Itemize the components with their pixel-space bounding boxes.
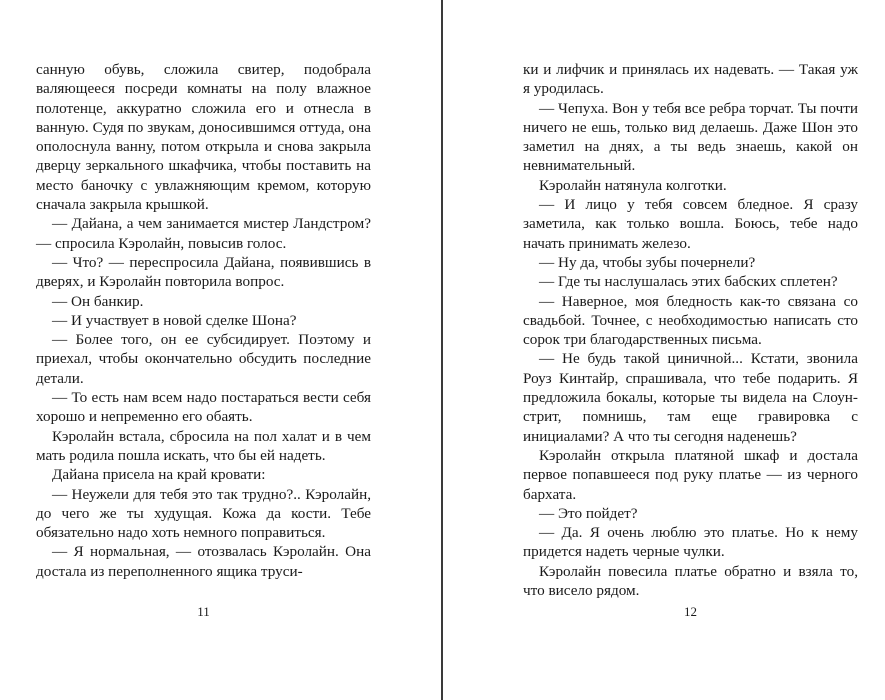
page-number-right: 12 xyxy=(684,604,697,619)
right-page-text xyxy=(523,60,858,600)
paragraph: санную обувь, сложила свитер, подобрала валяющееся посреди комнаты на полу влажное полотенце, аккуратно сложила его и отнесла в ванную. Судя по звукам, доносившимся оттуда, она ополоснула ванну, потом открыла и снова закрыла дверцу зеркального шкафчика, чтобы поставить на место баночку с увлажняющим кремом, которую сначала закрыла крышкой. xyxy=(36,61,371,214)
paragraph: — То есть нам всем надо постараться вести себя хорошо и непременно его обаять. xyxy=(36,389,371,426)
paragraph: — Что? — переспросила Дайана, появившись в дверях, и Кэролайн повторила вопрос. xyxy=(36,253,371,291)
paragraph: — Я нормальная, — отозвалась Кэролайн. Она достала из переполненного ящика труси- xyxy=(36,543,371,580)
paragraph: — Он банкир. xyxy=(52,292,144,310)
paragraph: — Более того, он ее субсидирует. Поэтому и приехал, чтобы окончательно обсудить последние детали. xyxy=(36,331,371,387)
page-divider xyxy=(441,0,443,700)
paragraph: Кэролайн открыла платяной шкаф и достала первое попавшееся под руку платье — из черного бархата. xyxy=(523,446,858,503)
paragraph: — И участвует в новой сделке Шона? xyxy=(52,311,297,329)
paragraph: — И лицо у тебя совсем бледное. Я сразу заметила, как только вошла. Боюсь, тебе надо начать принимать железо. xyxy=(523,196,858,252)
paragraph: — Неужели для тебя это так трудно?.. Кэролайн, до чего же ты худущая. Кожа да кости. Тебе обязательно надо хоть немного поправиться. xyxy=(36,485,371,542)
paragraph: — Дайана, а чем занимается мистер Ландстром? — спросила Кэролайн, повысив голос. xyxy=(36,215,371,252)
paragraph: — Где ты наслушалась этих бабских сплетен? xyxy=(539,273,838,291)
paragraph: Дайана присела на край кровати: xyxy=(52,466,266,484)
left-page-text xyxy=(36,60,371,581)
paragraph: — Чепуха. Вон у тебя все ребра торчат. Ты почти ничего не ешь, только вид делаешь. Даже Шон это заметил на днях, а ты ведь знаешь, какой он невнимательный. xyxy=(523,99,858,175)
paragraph: Кэролайн натянула колготки. xyxy=(539,176,727,194)
paragraph: Кэролайн повесила платье обратно и взяла то, что висело рядом. xyxy=(523,562,858,600)
paragraph: Кэролайн встала, сбросила на пол халат и в чем мать родила пошла искать, что бы ей надеть. xyxy=(36,427,371,464)
page-number-left: 11 xyxy=(197,604,210,619)
paragraph: — Ну да, чтобы зубы почернели? xyxy=(539,253,756,271)
paragraph: — Это пойдет? xyxy=(539,504,638,522)
paragraph: — Да. Я очень люблю это платье. Но к нему придется надеть черные чулки. xyxy=(523,524,858,561)
paragraph: ки и лифчик и принялась их надевать. — Такая уж я уродилась. xyxy=(523,61,858,98)
paragraph: — Не будь такой циничной... Кстати, звонила Роуз Кинтайр, спрашивала, что тебе подарить. Я предложила бокалы, которые ты видела на Слоун-стрит, помнишь, там еще гравировка с инициалами? А что ты сегодня наденешь? xyxy=(523,350,858,445)
paragraph: — Наверное, моя бледность как-то связана со свадьбой. Точнее, с необходимостью написать сто сорок три благодарственных письма. xyxy=(523,292,858,349)
